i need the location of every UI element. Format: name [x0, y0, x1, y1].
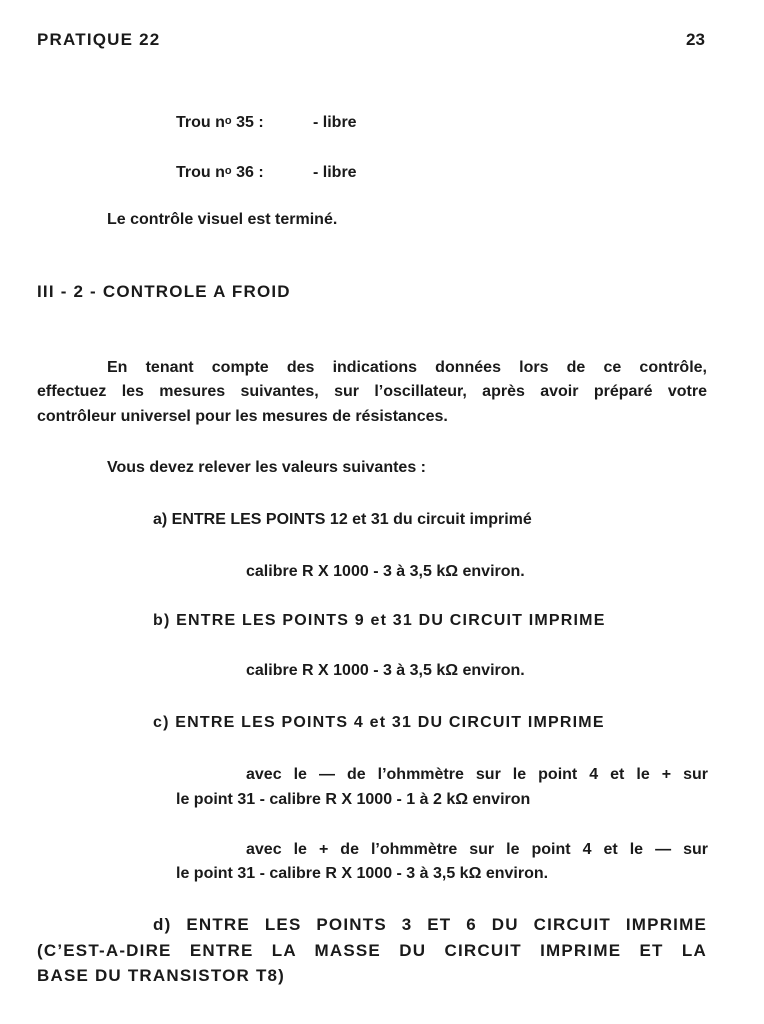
- trou-35: Trou $n^o$ 35 : - libre: [176, 114, 357, 131]
- intro-line-3: contrôleur universel pour les mesures de résistances.: [37, 408, 448, 425]
- trou-35-value: - libre: [313, 114, 357, 131]
- item-c-note2-line2: le point 31 - calibre R X 1000 - 3 à 3,5 kΩ environ.: [176, 865, 549, 882]
- item-a-title: a) ENTRE LES POINTS 12 et 31 du circuit imprimé: [153, 511, 532, 528]
- item-c-note1-line2: le point 31 - calibre R X 1000 - 1 à 2 kΩ environ: [176, 791, 531, 808]
- item-c-note1-line1: avec le — de l’ohmmètre sur le point 4 et le + sur: [246, 766, 708, 783]
- page-number: 23: [686, 30, 705, 49]
- item-c-note2-line1: avec le + de l’ohmmètre sur le point 4 et le — sur: [246, 841, 708, 858]
- item-d-line3: BASE DU TRANSISTOR T8): [37, 966, 286, 985]
- intro-line-2: effectuez les mesures suivantes, sur l’oscillateur, après avoir préparé votre: [37, 383, 707, 400]
- item-a-calibre: calibre R X 1000 - 3 à 3,5 kΩ environ.: [246, 563, 525, 580]
- trou-36: Trou $n^o$ 36 : - libre: [176, 164, 357, 181]
- releve-text: Vous devez relever les valeurs suivantes :: [107, 459, 426, 476]
- trou-36-value: - libre: [313, 164, 357, 181]
- item-d-title: d) ENTRE LES POINTS 3 ET 6 DU CIRCUIT IMPRIME: [153, 915, 707, 934]
- controle-visuel-text: Le contrôle visuel est terminé.: [107, 211, 338, 228]
- item-b-calibre: calibre R X 1000 - 3 à 3,5 kΩ environ.: [246, 662, 525, 679]
- intro-line-1: En tenant compte des indications données lors de ce contrôle,: [107, 359, 707, 376]
- section-title: III - 2 - CONTROLE A FROID: [37, 282, 291, 301]
- header-title: PRATIQUE 22: [37, 30, 161, 49]
- item-c-title: c) ENTRE LES POINTS 4 et 31 DU CIRCUIT IMPRIME: [153, 714, 605, 731]
- item-d-line2: (C’EST-A-DIRE ENTRE LA MASSE DU CIRCUIT IMPRIME ET LA: [37, 941, 707, 960]
- item-b-title: b) ENTRE LES POINTS 9 et 31 DU CIRCUIT IMPRIME: [153, 612, 606, 629]
